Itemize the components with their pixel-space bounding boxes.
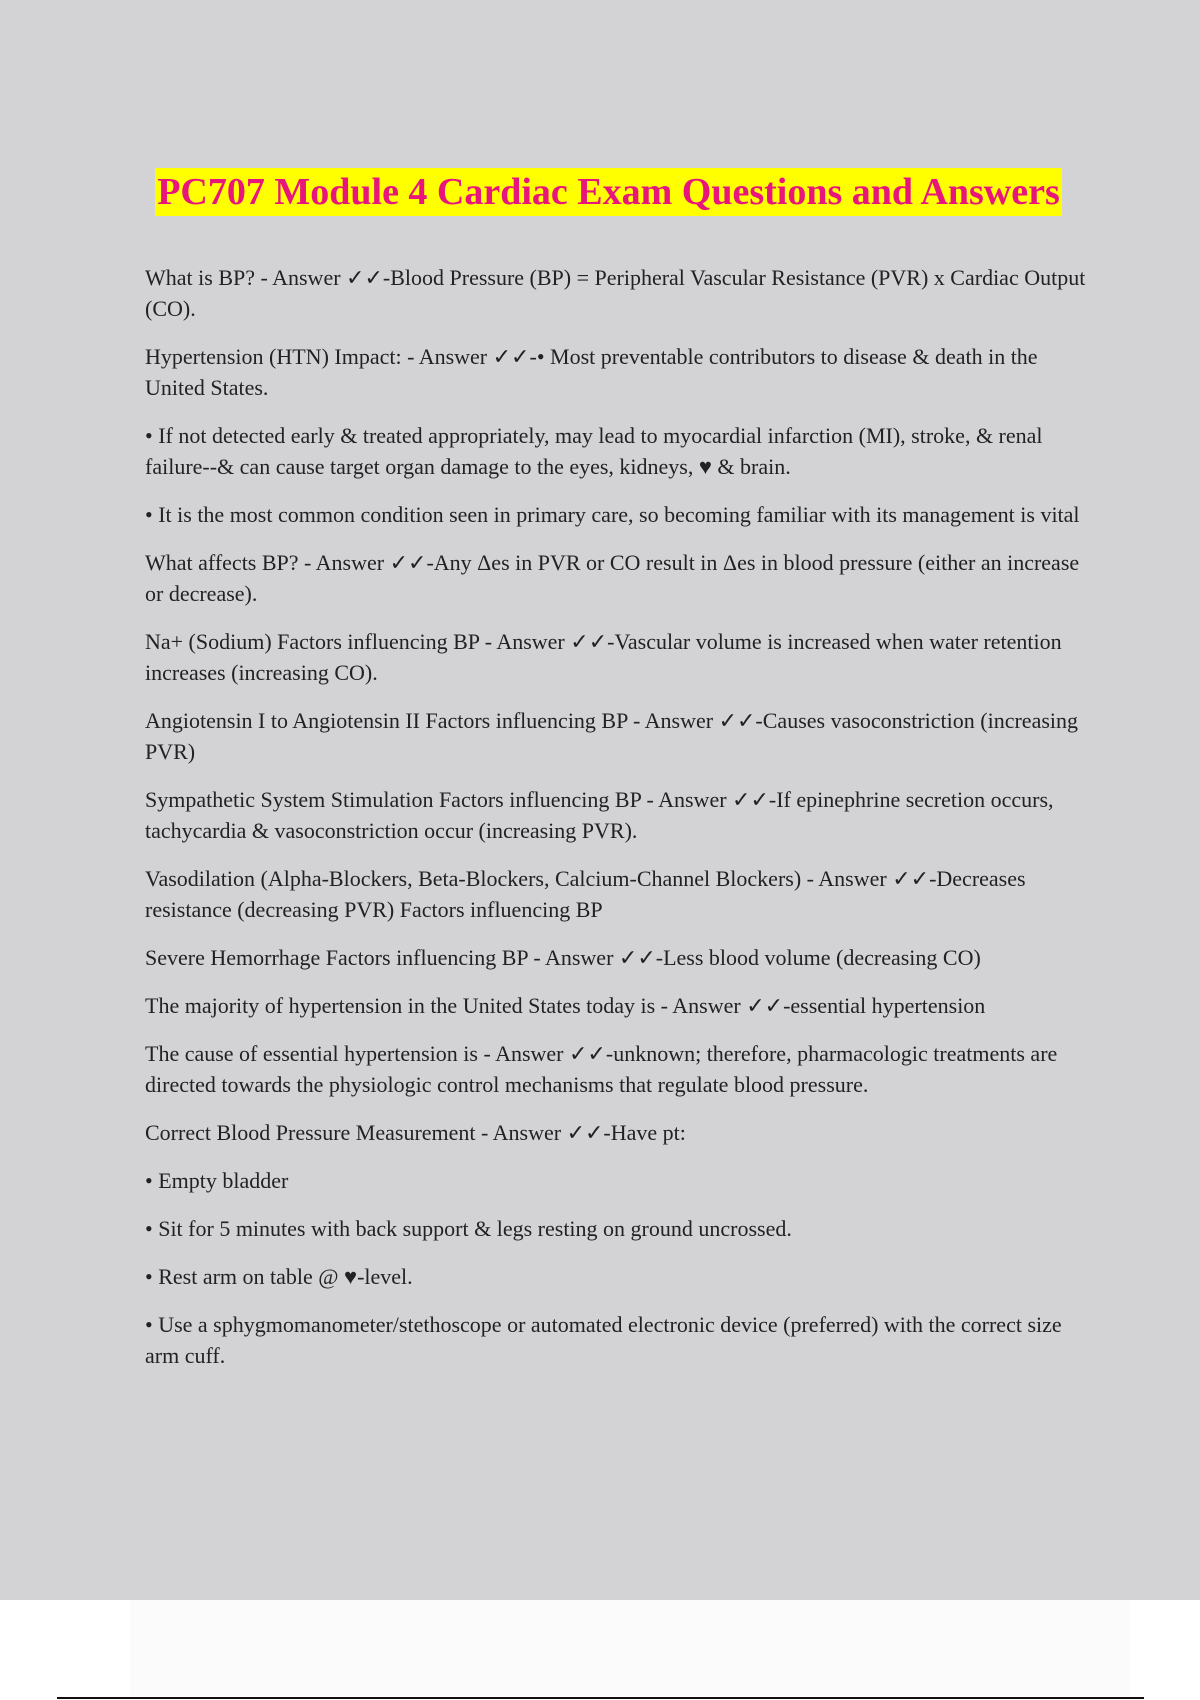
qa-paragraph: Angiotensin I to Angiotensin II Factors influencing BP - Answer ✓✓-Causes vasoconstriction (increasing PVR) [145,708,1079,764]
footer-divider [57,1697,1144,1699]
page-title: PC707 Module 4 Cardiac Exam Questions and Answers [155,168,1062,216]
qa-paragraph: What is BP? - Answer ✓✓-Blood Pressure (BP) = Peripheral Vascular Resistance (PVR) x Cardiac Output (CO). [145,265,1086,321]
qa-paragraph: Sympathetic System Stimulation Factors influencing BP - Answer ✓✓-If epinephrine secretion occurs, tachycardia & vasoconstriction occur (increasing PVR). [145,787,1054,843]
footer-band [130,1600,1130,1696]
qa-paragraph: The majority of hypertension in the United States today is - Answer ✓✓-essential hypertension [145,993,986,1018]
bullet-paragraph: • Rest arm on table @ ♥-level. [145,1264,413,1289]
bullet-paragraph: • Empty bladder [145,1168,289,1193]
qa-paragraph: The cause of essential hypertension is - Answer ✓✓-unknown; therefore, pharmacologic treatments are directed towards the physiologic control mechanisms that regulate blood pressure. [145,1041,1058,1097]
document-body [145,262,1095,1388]
bullet-paragraph: • Use a sphygmomanometer/stethoscope or automated electronic device (preferred) with the correct size arm cuff. [145,1312,1062,1368]
qa-paragraph: What affects BP? - Answer ✓✓-Any Δes in PVR or CO result in Δes in blood pressure (either an increase or decrease). [145,550,1080,606]
qa-paragraph: Na+ (Sodium) Factors influencing BP - Answer ✓✓-Vascular volume is increased when water retention increases (increasing CO). [145,629,1062,685]
title-block [0,168,1200,216]
qa-paragraph: Correct Blood Pressure Measurement - Answer ✓✓-Have pt: [145,1120,686,1145]
qa-paragraph: Hypertension (HTN) Impact: - Answer ✓✓-• Most preventable contributors to disease & death in the United States. [145,344,1038,400]
bullet-paragraph: • It is the most common condition seen in primary care, so becoming familiar with its management is vital [145,502,1080,527]
qa-paragraph: Vasodilation (Alpha-Blockers, Beta-Blockers, Calcium-Channel Blockers) - Answer ✓✓-Decreases resistance (decreasing PVR) Factors influencing BP [145,866,1026,922]
qa-paragraph: Severe Hemorrhage Factors influencing BP - Answer ✓✓-Less blood volume (decreasing CO) [145,945,981,970]
bullet-paragraph: • If not detected early & treated appropriately, may lead to myocardial infarction (MI), stroke, & renal failure--& can cause target organ damage to the eyes, kidneys, ♥ & brain. [145,423,1043,479]
bullet-paragraph: • Sit for 5 minutes with back support & legs resting on ground uncrossed. [145,1216,792,1241]
